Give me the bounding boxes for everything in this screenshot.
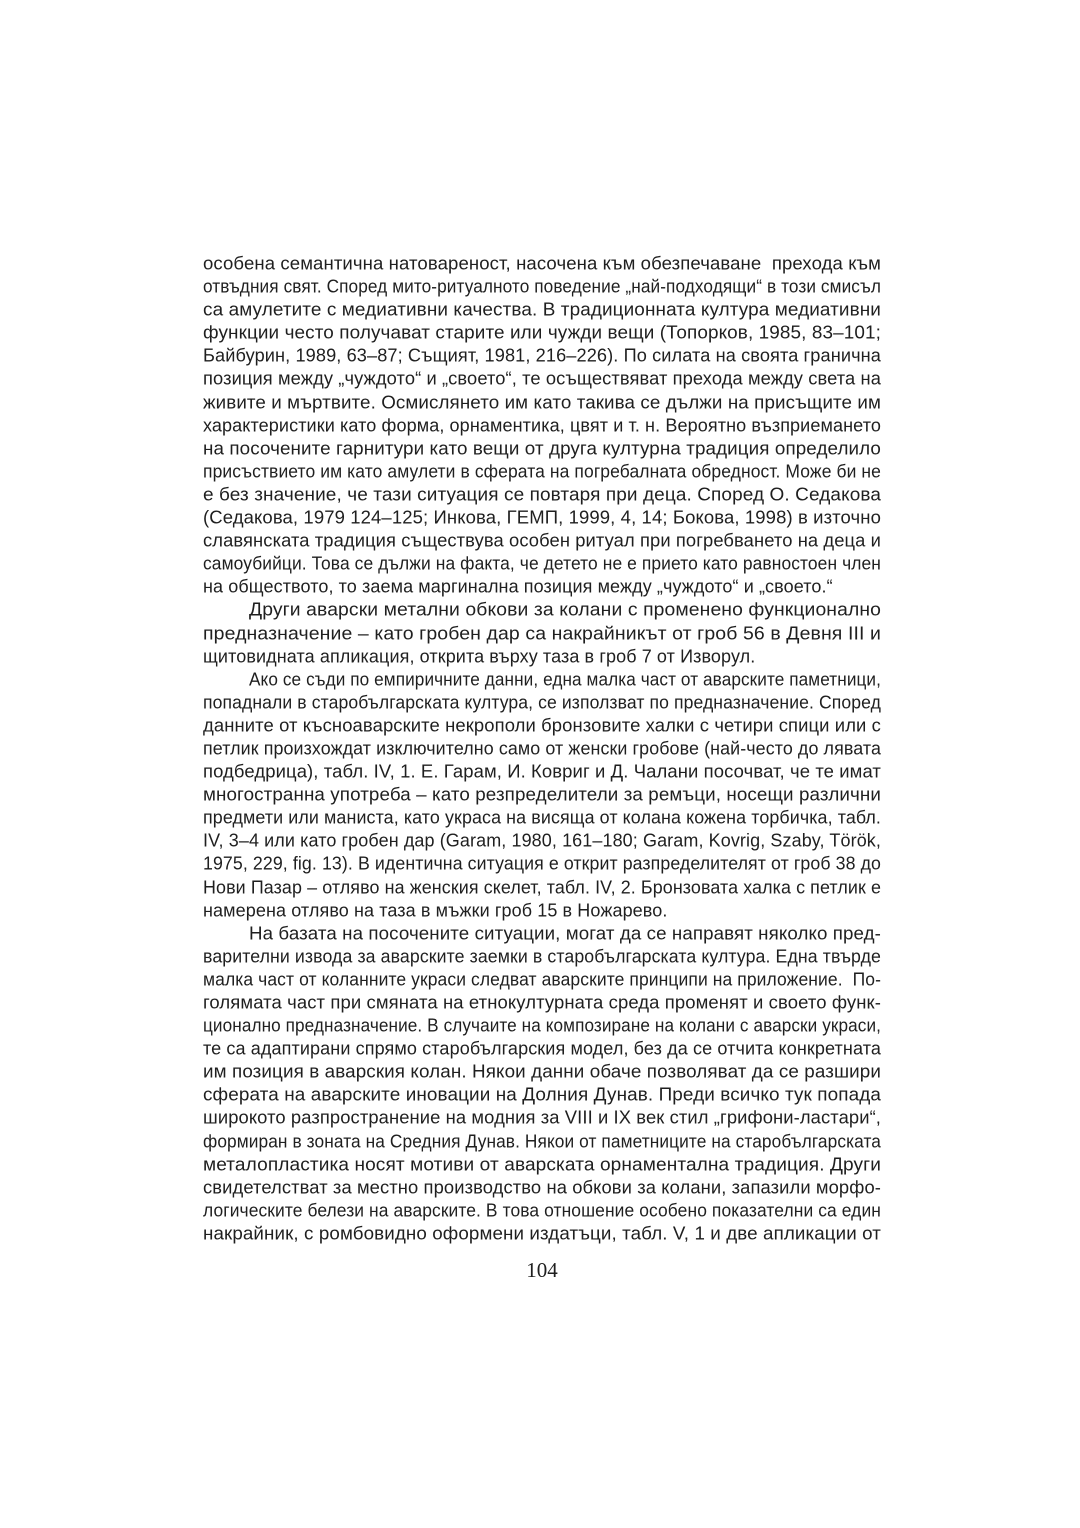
text-line xyxy=(203,1199,881,1222)
text-line-content: голямата част при смяната на етнокултурната среда променят и своето функ- xyxy=(203,992,881,1013)
text-line-content: характеристики като форма, орнаментика, цвят и т. н. Вероятно възприемането xyxy=(203,415,881,436)
text-line-content: многостранна употреба – като резпределители за ремъци, носещи различни xyxy=(203,784,881,805)
text-line-content: данните от късноаварските некрополи бронзовите халки с четири спици или с xyxy=(203,715,881,736)
text-line-content: присъствието им като амулети в сферата на погребалната обредност. Може би не xyxy=(203,461,881,482)
text-line xyxy=(203,321,881,344)
text-line xyxy=(203,529,881,552)
text-line-content: петлик произхождат изключително само от женски гробове (най-често до лявата xyxy=(203,738,882,759)
text-line-content: подбедрица), табл. IV, 1. Е. Гарам, И. Ковриг и Д. Чалани посочват, че те имат xyxy=(203,761,882,782)
text-line xyxy=(203,344,881,367)
text-line xyxy=(203,598,881,621)
text-line-content: металопластика носят мотиви от аварската орнаментална традиция. Други xyxy=(203,1154,881,1175)
text-line xyxy=(203,1176,881,1199)
text-line xyxy=(203,622,881,645)
text-line xyxy=(203,737,881,760)
text-line-content: особена семантична натовареност, насочена към обезпечаване прехода към xyxy=(203,253,881,274)
text-line xyxy=(203,483,881,506)
text-line-content: щитовидната апликация, открита върху таза в гроб 7 от Изворул. xyxy=(203,646,756,667)
text-line-content: накрайник, с ромбовидно оформени издатъци, табл. V, 1 и две апликации от xyxy=(203,1223,881,1244)
text-line xyxy=(203,876,881,899)
text-line xyxy=(203,922,881,945)
text-line-content: попаднали в старобългарската култура, се използват по предназначение. Според xyxy=(203,692,882,713)
text-line-content: На базата на посочените ситуации, могат да се направят няколко пред- xyxy=(249,923,881,944)
page-number: 104 xyxy=(526,1258,558,1282)
text-line-content: позиция между „чуждото“ и „своето“, те осъществяват прехода между света на xyxy=(203,368,882,389)
text-line xyxy=(203,991,881,1014)
text-line xyxy=(203,783,881,806)
text-line xyxy=(203,968,881,991)
text-line xyxy=(203,391,881,414)
text-line-content: предмети или маниста, като украса на висяща от колана кожена торбичка, табл. xyxy=(203,807,881,828)
text-block xyxy=(203,252,881,1245)
text-line-content: на обществото, то заема маргинална позиция между „чуждото“ и „своето.“ xyxy=(203,576,833,597)
text-line-content: формиран в зоната на Средния Дунав. Някои от паметниците на старобългарската xyxy=(203,1131,882,1152)
text-line-content: самоубийци. Това се дължи на факта, че детето не е прието като равностоен член xyxy=(203,553,881,574)
text-line xyxy=(203,691,881,714)
text-line-content: славянската традиция съществува особен ритуал при погребването на деца и xyxy=(203,530,881,551)
paragraph xyxy=(203,252,881,598)
text-line xyxy=(203,806,881,829)
text-line xyxy=(203,437,881,460)
text-line-content: те са адаптирани спрямо старобългарския модел, без да се отчита конкретната xyxy=(203,1038,882,1059)
text-line xyxy=(203,1014,881,1037)
text-line xyxy=(203,460,881,483)
text-line xyxy=(203,1083,881,1106)
text-line-content: малка част от коланните украси следват аварските принципи на приложение. По- xyxy=(203,969,881,990)
text-line xyxy=(203,945,881,968)
text-line-content: Байбурин, 1989, 63–87; Същият, 1981, 216–226). По силата на своята гранична xyxy=(203,345,882,366)
text-line xyxy=(203,506,881,529)
text-line xyxy=(203,645,881,668)
text-line-content: отвъдния свят. Според мито-ритуалното поведение „най-подходящи“ в този смисъл xyxy=(203,276,881,297)
text-line-content: Ако се съди по емпиричните данни, една малка част от аварските паметници, xyxy=(249,669,881,690)
text-line-content: логическите белези на аварските. В това отношение особено показателни са един xyxy=(203,1200,881,1221)
text-line xyxy=(203,252,881,275)
text-line xyxy=(203,829,881,852)
text-line-content: предназначение – като гробен дар са накрайникът от гроб 56 в Девня III и xyxy=(203,623,881,643)
text-line xyxy=(203,1106,881,1129)
text-line-content: (Седакова, 1979 124–125; Инкова, ГЕМП, 1999, 4, 14; Бокова, 1998) в източно xyxy=(203,507,881,528)
text-line-content: 1975, 229, fig. 13). В идентична ситуация е открит разпределителят от гроб 38 до xyxy=(203,853,881,874)
text-line xyxy=(203,899,881,922)
text-line xyxy=(203,414,881,437)
text-line-content: на посочените гарнитури като вещи от друга културна традиция определило xyxy=(203,438,881,459)
text-line xyxy=(203,575,881,598)
text-line xyxy=(203,714,881,737)
text-line xyxy=(203,552,881,575)
text-line xyxy=(203,1037,881,1060)
text-line-content: широкото разпространение на модния за VIII и IX век стил „грифони-ластари“, xyxy=(203,1107,881,1128)
text-line xyxy=(203,1060,881,1083)
text-line xyxy=(203,1222,881,1245)
paragraph xyxy=(203,922,881,1245)
text-line xyxy=(203,367,881,390)
paragraph xyxy=(203,668,881,922)
text-line-content: намерена отляво на таза в мъжки гроб 15 в Ножарево. xyxy=(203,900,668,921)
text-line-content: Нови Пазар – отляво на женския скелет, табл. IV, 2. Бронзовата халка с петлик е xyxy=(203,877,881,898)
text-line-content: е без значение, че тази ситуация се повтаря при деца. Според О. Седакова xyxy=(203,484,882,505)
text-line xyxy=(203,1153,881,1176)
text-line-content: сферата на аварските иновации на Долния Дунав. Преди всичко тук попада xyxy=(203,1084,882,1105)
text-line xyxy=(203,1130,881,1153)
text-line-content: им позиция в аварския колан. Някои данни обаче позволяват да се разшири xyxy=(203,1061,881,1082)
text-line-content: ционално предназначение. В случаите на композиране на колани с аварски украси, xyxy=(203,1015,881,1036)
text-line xyxy=(203,852,881,875)
text-line xyxy=(203,668,881,691)
text-line xyxy=(203,298,881,321)
text-line-content: Други аварски метални обкови за колани с променено функционално xyxy=(249,599,881,620)
paragraph xyxy=(203,598,881,667)
text-line-content: IV, 3–4 или като гробен дар (Garam, 1980, 161–180; Garam, Kovrig, Szaby, Török, xyxy=(203,830,881,851)
text-line-content: функции често получават старите или чужди вещи (Топорков, 1985, 83–101; xyxy=(203,322,881,343)
text-line xyxy=(203,760,881,783)
text-line-content: са амулетите с медиативни качества. В традиционната култура медиативни xyxy=(203,299,881,320)
text-line-content: живите и мъртвите. Осмислянето им като такива се дължи на присъщите им xyxy=(203,392,881,413)
text-line-content: варителни извода за аварските заемки в старобългарската култура. Една твърде xyxy=(203,946,881,967)
text-line xyxy=(203,275,881,298)
text-line-content: свидетелстват за местно производство на обкови за колани, запазили морфо- xyxy=(203,1177,881,1198)
